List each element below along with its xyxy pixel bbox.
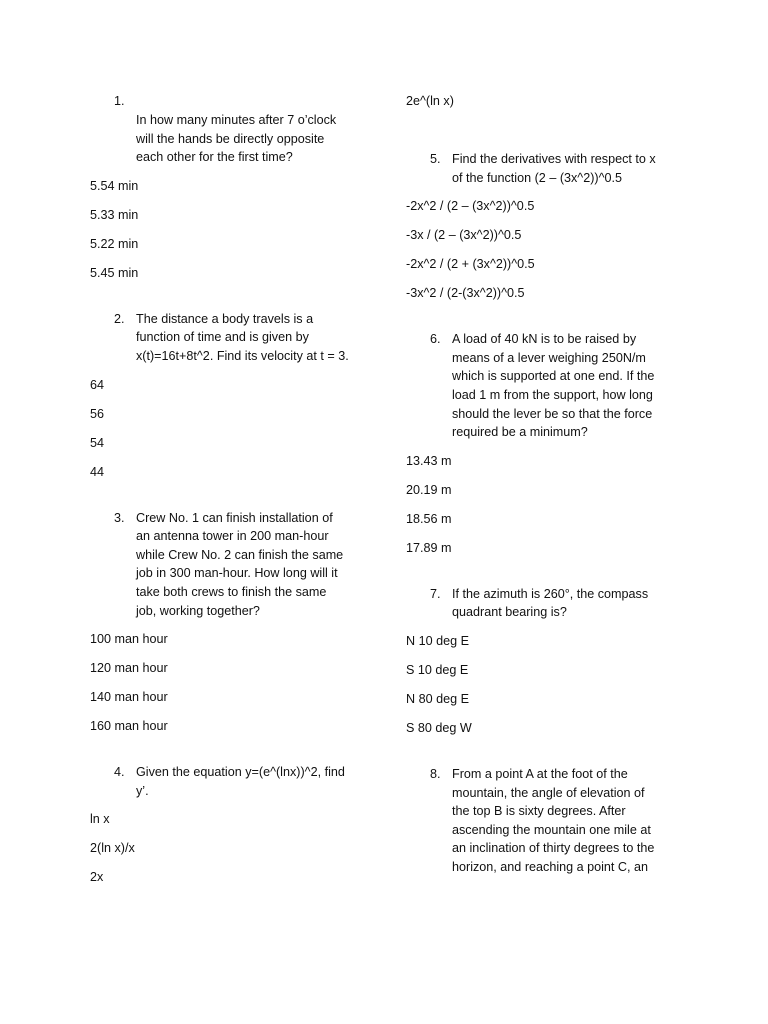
answer-option: 54 <box>90 435 105 450</box>
question-line: will the hands be directly opposite <box>136 131 325 146</box>
question-line: an inclination of thirty degrees to the <box>452 841 655 856</box>
answer-option: 17.89 m <box>406 540 452 555</box>
question-line: the top B is sixty degrees. After <box>452 804 626 819</box>
answer-option: N 80 deg E <box>406 691 470 706</box>
question-line: each other for the first time? <box>136 150 293 165</box>
answer-option: N 10 deg E <box>406 633 470 648</box>
answer-option: -2x^2 / (2 + (3x^2))^0.5 <box>406 257 535 272</box>
answer-option: 13.43 m <box>406 453 452 468</box>
answer-option: 5.54 min <box>90 178 139 193</box>
answer-options <box>406 452 696 558</box>
question-text <box>136 763 380 800</box>
left-column <box>90 92 380 897</box>
question-number: 7. <box>430 586 441 601</box>
question-line: job in 300 man-hour. How long will it <box>136 566 338 581</box>
question-7 <box>406 585 696 738</box>
question-line: x(t)=16t+8t^2. Find its velocity at t = 3. <box>136 348 349 363</box>
question-text <box>136 310 380 366</box>
question-line: horizon, and reaching a point C, an <box>452 859 649 874</box>
question-number: 4. <box>114 765 125 780</box>
answer-options <box>406 197 696 303</box>
answer-option: 5.33 min <box>90 207 139 222</box>
question-number: 2. <box>114 311 125 326</box>
question-text <box>452 765 696 877</box>
question-1 <box>90 92 380 283</box>
question-line: of the function (2 – (3x^2))^0.5 <box>452 170 623 185</box>
answer-options <box>90 810 380 887</box>
question-line: Given the equation y=(e^(lnx))^2, find <box>136 765 345 780</box>
answer-option: 160 man hour <box>90 719 168 734</box>
question-line: take both crews to finish the same <box>136 584 327 599</box>
question-text <box>452 585 696 622</box>
question-line: Find the derivatives with respect to x <box>452 152 656 166</box>
question-5 <box>406 150 696 303</box>
question-number: 8. <box>430 766 441 781</box>
question-line: function of time and is given by <box>136 330 309 345</box>
question-line: The distance a body travels is a <box>136 311 314 326</box>
question-line: Crew No. 1 can finish installation of <box>136 510 333 525</box>
answer-options <box>90 630 380 736</box>
right-column <box>406 92 696 877</box>
answer-options <box>406 632 696 738</box>
question-text <box>452 150 696 187</box>
answer-option: -3x / (2 – (3x^2))^0.5 <box>406 228 522 243</box>
question-number: 6. <box>430 332 441 347</box>
question-number: 1. <box>114 94 125 108</box>
answer-option: S 80 deg W <box>406 720 472 735</box>
question-line: load 1 m from the support, how long <box>452 387 653 402</box>
question-8 <box>406 765 696 877</box>
carry-over-answer-option: 2e^(ln x) <box>406 94 454 108</box>
answer-option: 5.22 min <box>90 236 139 251</box>
answer-options <box>90 376 380 482</box>
question-line: required be a minimum? <box>452 425 588 440</box>
answer-option: -3x^2 / (2-(3x^2))^0.5 <box>406 286 525 301</box>
question-line: which is supported at one end. If the <box>452 369 655 384</box>
question-6 <box>406 330 696 558</box>
question-line: means of a lever weighing 250N/m <box>452 350 646 365</box>
question-number: 3. <box>114 510 125 525</box>
answer-option: ln x <box>90 812 110 827</box>
question-number: 5. <box>430 152 441 166</box>
answer-option: S 10 deg E <box>406 662 469 677</box>
answer-option: -2x^2 / (2 – (3x^2))^0.5 <box>406 199 535 214</box>
question-line: ascending the mountain one mile at <box>452 822 651 837</box>
question-line: mountain, the angle of elevation of <box>452 785 645 800</box>
question-line: while Crew No. 2 can finish the same <box>136 547 344 562</box>
answer-option: 56 <box>90 406 105 421</box>
answer-option: 100 man hour <box>90 632 168 647</box>
answer-options <box>90 177 380 283</box>
question-2 <box>90 310 380 482</box>
question-line: A load of 40 kN is to be raised by <box>452 332 637 347</box>
question-line: should the lever be so that the force <box>452 406 653 421</box>
question-text <box>136 509 380 621</box>
question-line: If the azimuth is 260°, the compass <box>452 586 649 601</box>
answer-option: 64 <box>90 377 105 392</box>
question-line: In how many minutes after 7 o’clock <box>136 113 337 127</box>
question-line: an antenna tower in 200 man-hour <box>136 529 329 544</box>
answer-option: 5.45 min <box>90 265 139 280</box>
answer-option: 2(ln x)/x <box>90 841 135 856</box>
question-text <box>136 92 380 167</box>
question-line: job, working together? <box>136 603 260 618</box>
question-4 <box>90 763 380 887</box>
question-text <box>452 330 696 442</box>
answer-option: 20.19 m <box>406 482 452 497</box>
question-line: quadrant bearing is? <box>452 605 567 620</box>
answer-option: 18.56 m <box>406 511 452 526</box>
question-3 <box>90 509 380 737</box>
question-line: y’. <box>136 783 149 798</box>
answer-option: 2x <box>90 870 104 885</box>
answer-option: 140 man hour <box>90 690 168 705</box>
answer-option: 120 man hour <box>90 661 168 676</box>
answer-option: 44 <box>90 464 105 479</box>
question-line: From a point A at the foot of the <box>452 766 628 781</box>
